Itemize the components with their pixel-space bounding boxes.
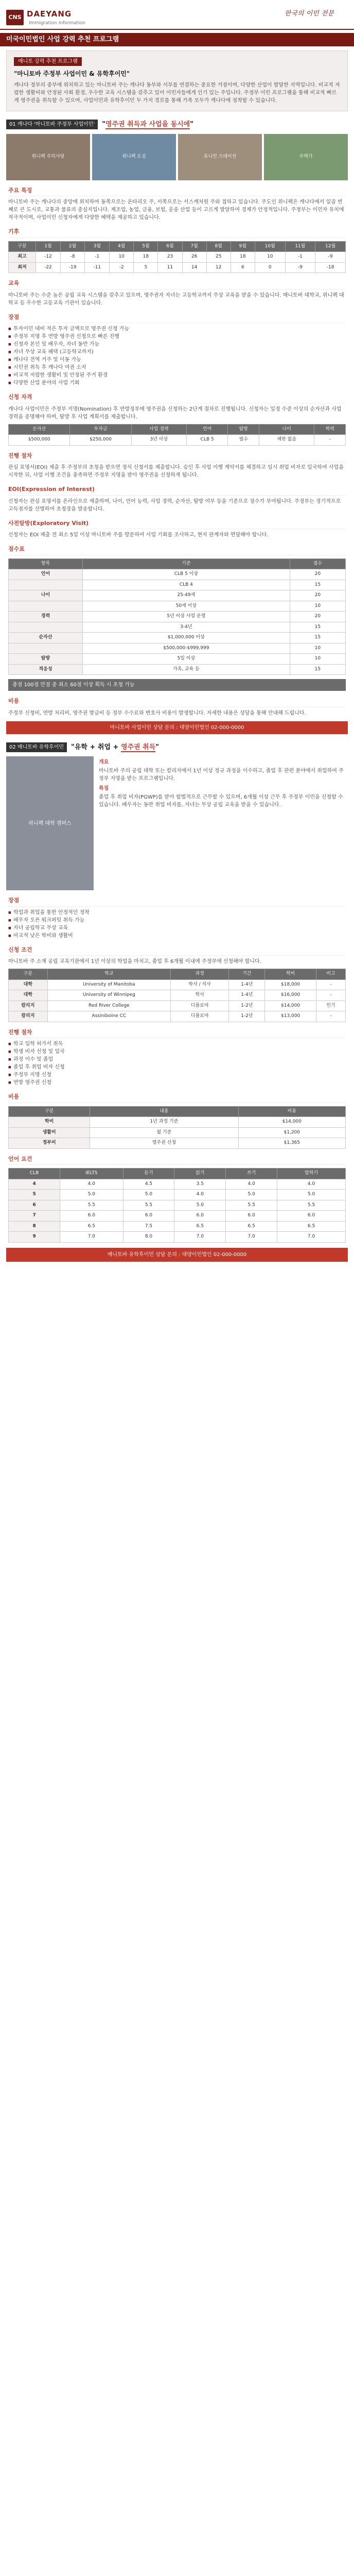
table-cell: 5.0 [226,1190,277,1200]
table-header-cell: 비고 [316,969,346,980]
proc2-heading: 진행 절차 [8,1028,346,1039]
table-header-cell: 기준 [83,558,290,569]
table-cell: 8 [9,1221,60,1232]
logo-sub: Immigration Information [29,20,85,26]
table-cell: 6.0 [277,1211,346,1222]
table-header-cell: 과정 [170,969,228,980]
photo-3: 유니언 스테이션 [178,134,262,180]
table-cell: 50세 이상 [83,601,290,612]
table-header-cell: 탐방 [228,424,259,435]
table-cell: - [314,435,346,446]
table-row [9,1138,346,1149]
table-cell: Red River College [47,1001,170,1011]
table-header-cell: 점수 [290,558,345,569]
lang-heading: 언어 요건 [8,1155,346,1165]
table-cell: CLB 5 [186,435,228,446]
table-cell: 6.0 [60,1211,123,1222]
table-cell: 5.0 [277,1190,346,1200]
table-cell: 7.0 [174,1232,226,1243]
table-cell: -12 [36,252,61,263]
table-cell: 1-2년 [229,1011,265,1022]
table-cell: 7.5 [123,1221,174,1232]
table-header-cell: 순자산 [9,424,70,435]
table-cell: - [316,1011,346,1022]
table-header-cell: 비용 [238,1106,345,1117]
table-cell: $1,200 [238,1127,345,1138]
table-cell: 경력 [9,612,83,622]
fee-heading: 비용 [8,697,346,707]
table-cell: 최저 [9,262,36,273]
table-cell: -9 [315,252,346,263]
contact-banner-2[interactable]: 매니토바 유학후이민 상담 문의 : 대양이민법인 02-000-0000 [6,1248,348,1262]
header [0,0,354,30]
list-item: ■ 비교적 저렴한 생활비 및 안정된 주거 환경 [8,371,346,379]
section-2-title: "유학 + 취업 + 영주권 취득" [71,743,160,751]
table-cell: - [316,990,346,1001]
table-header-cell: 항목 [9,558,83,569]
table-cell: 20 [290,612,345,622]
page [0,0,354,1272]
table-cell: 12 [206,262,231,273]
score-total: 총점 100점 만점 중 최소 60점 이상 획득 시 초청 가능 [8,679,346,691]
eoi-text: 신청자는 관심 표명서를 온라인으로 제출하며, 나이, 언어 능력, 사업 경력, 순자산, 탐방 여부 등을 기준으로 점수가 부여됩니다. 주정부는 정기적으로 고득점자를 선별하여 초청장을 발송합니다. [8,498,341,512]
table-cell: 7.0 [226,1232,277,1243]
table-cell: 정부비 [9,1138,90,1149]
table-cell: 필수 [228,435,259,446]
table-row [9,1190,346,1200]
feature-text: 마니토바 주는 캐나다의 중앙에 위치하여 동쪽으로는 온타리오 주, 서쪽으로는 서스캐처원 주와 접하고 있습니다. 주도인 위니펙은 캐나다에서 일곱 번째로 큰 도시로, 교통과 물류의 중심지입니다. 제조업, 농업, 금융, 보험, 운송 산업 등이 고르게 발달하여 경제가 안정적입니다. 주정부는 이민자 유치에 적극적이며, 사업이민 신청자에게 다양한 혜택을 제공하고 있습니다. [8,199,344,221]
page-title: 미국이민법인 사업 강력 추천 프로그램 [0,33,354,46]
table-cell: 칼리지 [9,1011,48,1022]
table-cell: 25 [206,252,231,263]
feature-heading: 주요 특징 [8,187,346,197]
list-item: ■ 연방 영주권 신청 [8,1079,346,1087]
table-cell: 15 [290,622,345,633]
list-item: ■ 주정부 지명 후 연방 영주권 신청으로 빠른 진행 [8,333,346,341]
table-cell: 대학 [9,990,48,1001]
table-cell: $1,000,000 이상 [83,633,290,643]
table-cell: 10 [290,654,345,665]
table-cell: 15 [290,664,345,675]
table-cell: 1년 과정 기준 [90,1117,238,1128]
campus-photo: 위니펙 대학 캠퍼스 [6,756,94,890]
table-cell: 6.0 [226,1211,277,1222]
table-cell: 디플로마 [170,1001,228,1011]
table-row [9,1179,346,1190]
table-cell: CLB 5 이상 [83,569,290,580]
table-cell: 5.5 [60,1200,123,1211]
table-row [9,1011,346,1022]
table-row [9,435,346,446]
table-cell: 5 [134,262,158,273]
req-text: 캐나다 사업이민은 주정부 지명(Nomination) 후 연방정부에 영주권을 신청하는 2단계 절차로 진행됩니다. 신청자는 일정 수준 이상의 순자산과 사업 경력을 증명해야 하며, 탐방 후 사업 계획서를 제출합니다. [8,406,342,420]
score-table [8,558,346,675]
table-header-cell: 학비 [265,969,316,980]
table-header-cell: 5월 [134,241,158,252]
table-cell: 8.0 [123,1232,174,1243]
table-row [9,1211,346,1222]
edu-heading: 교육 [8,279,346,290]
list-item: ■ 투자이민 대비 적은 투자 금액으로 영주권 신청 가능 [8,325,346,333]
table-header-cell: 1월 [36,241,61,252]
table-header-cell: CLB [9,1168,60,1179]
table-cell: -2 [110,262,134,273]
list-item: ■ 시민권 취득 후 캐나다 여권 소지 [8,364,346,371]
table-cell: 9 [9,1232,60,1243]
table-row [9,1001,346,1011]
table-cell: 1-4년 [229,990,265,1001]
table-cell: -1 [85,252,110,263]
table-cell: 7.0 [277,1232,346,1243]
table-cell: CLB 4 [83,580,290,590]
table-cell: 14 [182,262,206,273]
table-row [9,643,346,654]
table-cell: 6.5 [226,1221,277,1232]
table-cell: -18 [315,262,346,273]
table-row [9,262,346,273]
section-1-title-em: 영주권 취득과 사업을 동시에 [105,121,190,128]
section-2-header [6,742,348,753]
table-cell: 6.5 [277,1221,346,1232]
merit2-list [8,909,346,940]
list-item: ■ 과정 이수 및 졸업 [8,1056,346,1063]
table-cell: 6.5 [174,1221,226,1232]
table-header-cell: 12월 [315,241,346,252]
table-row [9,1221,346,1232]
list-item: ■ 비교적 낮은 학비와 생활비 [8,932,346,940]
table-row [9,252,346,263]
photo-1: 위니펙 주의사당 [6,134,90,180]
table-cell: 20 [290,569,345,580]
table-row [9,590,346,601]
table-cell: 5일 이상 [83,654,290,665]
table-cell: 탐방 [9,654,83,665]
table-header-cell: 학교 [47,969,170,980]
table-header-cell: 투자금 [70,424,131,435]
table-cell: 6.0 [123,1211,174,1222]
table-row [9,664,346,675]
photo-4: 주택가 [264,134,348,180]
table-cell: $500,000 [9,435,70,446]
photo-2: 위니펙 도심 [92,134,176,180]
table-cell: 4.0 [226,1179,277,1190]
section-1-title: "영주권 취득과 사업을 동시에" [102,121,194,128]
table-cell: 5 [9,1190,60,1200]
table-cell: 1-2년 [229,1001,265,1011]
list-item: ■ 다양한 산업 분야의 사업 기회 [8,379,346,387]
fee2-heading: 비용 [8,1093,346,1103]
table-cell: 학사 / 석사 [170,979,228,990]
table-cell: 대학 [9,979,48,990]
table-cell: 3년 이상 [131,435,186,446]
table-cell: $16,000 [265,990,316,1001]
table-header-cell: 사업 경력 [131,424,186,435]
table-cell: 10 [290,643,345,654]
table-cell: 7.0 [60,1232,123,1243]
table-cell: 언어 [9,569,83,580]
table-cell: 1-4년 [229,979,265,990]
table-cell: $250,000 [70,435,131,446]
table-header-cell: 11월 [285,241,315,252]
table-cell: $18,000 [265,979,316,990]
table-row [9,654,346,665]
list-item: ■ 신청자 본인 및 배우자, 자녀 동반 가능 [8,341,346,348]
cond-heading: 신청 조건 [8,946,346,956]
table-cell: -11 [85,262,110,273]
table-cell: 5.0 [174,1200,226,1211]
table-cell: 5.0 [123,1190,174,1200]
table-header-cell: 8월 [206,241,231,252]
table-cell: 5.5 [123,1200,174,1211]
proc-heading: 진행 절차 [8,452,346,462]
table-header-cell: 9월 [231,241,255,252]
merit-heading: 장점 [8,313,346,324]
table-cell [9,580,83,590]
intro-text: 캐나다 정부의 중부에 위치하고 있는 마니토바 주는 캐나다 동부와 서부를 연결하는 중요한 거점이며, 다양한 산업이 발달한 지역입니다. 비교적 저렴한 생활비와 안정된 사회 환경, 우수한 교육 시스템을 갖추고 있어 이민자들에게 인기 있는 주입니다. 주정부 이민 프로그램을 통해 비교적 빠르게 영주권을 취득할 수 있으며, 사업이민과 유학후이민 두 가지 경로를 통해 가족 모두가 캐나다에 정착할 수 있습니다. [14,82,340,104]
hero-h2: 특징 [99,786,109,791]
table-cell: 5.5 [277,1200,346,1211]
section-2-hero [6,756,348,890]
table-header-cell: 나이 [259,424,314,435]
program-table [8,969,346,1022]
table-header-cell: 10월 [255,241,285,252]
table-cell: 10 [110,252,134,263]
table-cell: 7 [9,1211,60,1222]
cond-text: 마니토바 주 소재 공립 교육기관에서 1년 이상의 학업을 마치고, 졸업 후 6개월 이내에 주정부에 신청해야 합니다. [8,959,261,964]
table-cell: -8 [60,252,85,263]
brand-logo[interactable] [6,8,85,27]
climate-table [8,241,346,274]
table-cell: -19 [60,262,85,273]
hero-t2: 졸업 후 취업 비자(PGWP)를 받아 합법적으로 근무할 수 있으며, 6개월 이상 근무 후 주정부 이민을 신청할 수 있습니다. 배우자는 동반 취업 비자를, 자녀는 무상 공립 교육을 받을 수 있습니다. [99,794,343,808]
table-cell: 5.0 [60,1190,123,1200]
table-row [9,1200,346,1211]
table-cell: 디플로마 [170,1011,228,1022]
table-cell: -9 [285,262,315,273]
table-cell: - [316,979,346,990]
contact-banner-1[interactable]: 마니토바 사업이민 상담 문의 : 대양이민법인 02-000-0000 [6,721,348,734]
table-cell: 학사 [170,990,228,1001]
table-header-cell: 3월 [85,241,110,252]
list-item: ■ 학생 비자 신청 및 입국 [8,1048,346,1056]
table-header-cell: 학력 [314,424,346,435]
table-cell: 6.5 [60,1221,123,1232]
table-cell: $14,000 [265,1001,316,1011]
table-cell: 생활비 [9,1127,90,1138]
table-header-cell: 언어 [186,424,228,435]
table-header-cell: 7월 [182,241,206,252]
table-cell: 26 [182,252,206,263]
table-header-cell: 내용 [90,1106,238,1117]
table-row [9,1127,346,1138]
fee-text: 주정부 신청비, 연방 처리비, 영주권 발급비 등 정부 수수료와 변호사 비용이 발생합니다. 자세한 내용은 상담을 통해 안내해 드립니다. [8,710,306,716]
table-header-cell: 4월 [110,241,134,252]
intro-box [6,50,348,111]
table-row [9,612,346,622]
table-cell: 적응성 [9,664,83,675]
section-1-header [6,120,348,130]
table-cell: 월 기준 [90,1127,238,1138]
section-1-photos [6,134,348,180]
table-cell: $500,000-$999,999 [83,643,290,654]
intro-head: "마니토바 주정부 사업이민 & 유학후이민" [14,70,130,77]
table-cell: 6 [231,262,255,273]
table-cell: 18 [134,252,158,263]
table-cell: 4.0 [174,1190,226,1200]
table-header-cell: 6월 [158,241,182,252]
eoi-heading: EOI(Expression of Interest) [8,485,346,496]
table-row [9,569,346,580]
proc-text: 관심 표명서(EOI) 제출 후 주정부의 초청을 받으면 정식 신청서를 제출합니다. 승인 후 사업 이행 계약서를 체결하고 임시 취업 비자로 입국하여 사업을 시작한 뒤, 사업 이행 조건을 충족하면 주정부 지명을 받아 영주권을 신청하게 됩니다. [8,465,344,478]
table-row [9,622,346,633]
table-row [9,979,346,990]
table-cell: $1,365 [238,1138,345,1149]
table-header-cell: 듣기 [123,1168,174,1179]
logo-mark: CNS [6,10,24,25]
table-header-cell: 구분 [9,969,48,980]
table-cell: 4 [9,1179,60,1190]
table-cell: University of Manitoba [47,979,170,990]
table-header-cell: IELTS [60,1168,123,1179]
table-cell: 인기 [316,1001,346,1011]
score-heading: 점수표 [8,545,346,555]
table-cell: 학비 [9,1117,90,1128]
merit-list [8,325,346,387]
table-cell: 25-49세 [83,590,290,601]
table-cell: 11 [158,262,182,273]
table-row [9,1232,346,1243]
table-cell: 6 [9,1200,60,1211]
table-cell: 18 [231,252,255,263]
table-cell [9,622,83,633]
list-item: ■ 캐나다 전역 거주 및 이동 가능 [8,356,346,364]
list-item: ■ 자녀 공립학교 무상 교육 [8,924,346,932]
intro-label: 매니토 강력 추천 프로그램 [14,57,82,66]
section-2-title-em: 영주권 취득 [120,743,156,751]
table-cell: 0 [255,262,285,273]
table-cell: -1 [285,252,315,263]
list-item: ■ 자녀 무상 교육 혜택 (고등학교까지) [8,348,346,356]
table-cell: 10 [255,252,285,263]
table-cell: 20 [290,590,345,601]
climate-heading: 기후 [8,228,346,238]
table-header-cell: 2월 [60,241,85,252]
table-row [9,580,346,590]
list-item: ■ 주정부 지명 신청 [8,1071,346,1079]
table-cell: 3.5 [174,1179,226,1190]
hero-h1: 개요 [99,759,109,765]
section-2-title-pre: 유학 + 취업 + [74,743,121,751]
list-item: ■ 학교 입학 허가서 취득 [8,1040,346,1048]
table-cell: 순자산 [9,633,83,643]
table-cell: Assiniboine CC [47,1011,170,1022]
table-cell: 4.0 [60,1179,123,1190]
table-cell: 4.5 [123,1179,174,1190]
table-cell: $13,000 [265,1011,316,1022]
table-cell: 5년 이상 사업 운영 [83,612,290,622]
table-cell: 최고 [9,252,36,263]
table-cell: $14,000 [238,1117,345,1128]
table-cell: 5.5 [226,1200,277,1211]
table-cell: 제한 없음 [259,435,314,446]
table-header-cell: 읽기 [174,1168,226,1179]
req-table [8,424,346,446]
merit2-heading: 장점 [8,896,346,907]
section-2-tag: 02 매니토바 유학후이민 [6,742,67,752]
table-row [9,601,346,612]
edu-text: 마니토바 주는 수준 높은 공립 교육 시스템을 갖추고 있으며, 영주권자 자녀는 고등학교까지 무상 교육을 받을 수 있습니다. 매니토바 대학교, 위니펙 대학교 등 우수한 고등교육 기관이 있습니다. [8,292,344,306]
table-row [9,1117,346,1128]
visit-heading: 사전탐방(Exploratory Visit) [8,519,346,530]
hero-t1: 마니토바 주의 공립 대학 또는 칼리지에서 1년 이상 정규 과정을 이수하고, 졸업 후 관련 분야에서 취업하여 주정부 지명을 받는 프로그램입니다. [99,768,344,782]
list-item: ■ 배우자 오픈 워크퍼밋 취득 가능 [8,917,346,924]
table-cell: 영주권 신청 [90,1138,238,1149]
table-cell: University of Winnipeg [47,990,170,1001]
logo-text: DAEYANG [27,9,72,19]
lang-table [8,1168,346,1243]
table-cell [9,643,83,654]
table-cell [9,601,83,612]
table-header-cell: 구분 [9,241,36,252]
table-cell: 3-4년 [83,622,290,633]
section-1-tag: 01 캐나다 '마니토바 주정부 사업이민' [6,120,98,129]
table-header-cell: 쓰기 [226,1168,277,1179]
table-cell: 15 [290,580,345,590]
table-header-cell: 구분 [9,1106,90,1117]
table-cell: -22 [36,262,61,273]
table-cell: 10 [290,601,345,612]
visit-text: 신청자는 EOI 제출 전 최소 5일 이상 마니토바 주를 방문하여 사업 기회를 조사하고, 현지 관계자와 면담해야 합니다. [8,532,269,538]
table-cell: 15 [290,633,345,643]
table-cell: 칼리지 [9,1001,48,1011]
table-row [9,990,346,1001]
table-cell: 가족, 교육 등 [83,664,290,675]
list-item: ■ 학업과 취업을 통한 안정적인 정착 [8,909,346,917]
table-row [9,633,346,643]
table-cell: 6.0 [174,1211,226,1222]
table-cell: 23 [158,252,182,263]
proc2-list [8,1040,346,1087]
table-cell: 4.0 [277,1179,346,1190]
table-header-cell: 기간 [229,969,265,980]
brand-calligraphy: 한국의 이민 전문 [284,10,334,18]
table-header-cell: 말하기 [277,1168,346,1179]
fee-table [8,1106,346,1149]
table-cell: 나이 [9,590,83,601]
req-heading: 신청 자격 [8,393,346,403]
list-item: ■ 졸업 후 취업 비자 신청 [8,1063,346,1071]
